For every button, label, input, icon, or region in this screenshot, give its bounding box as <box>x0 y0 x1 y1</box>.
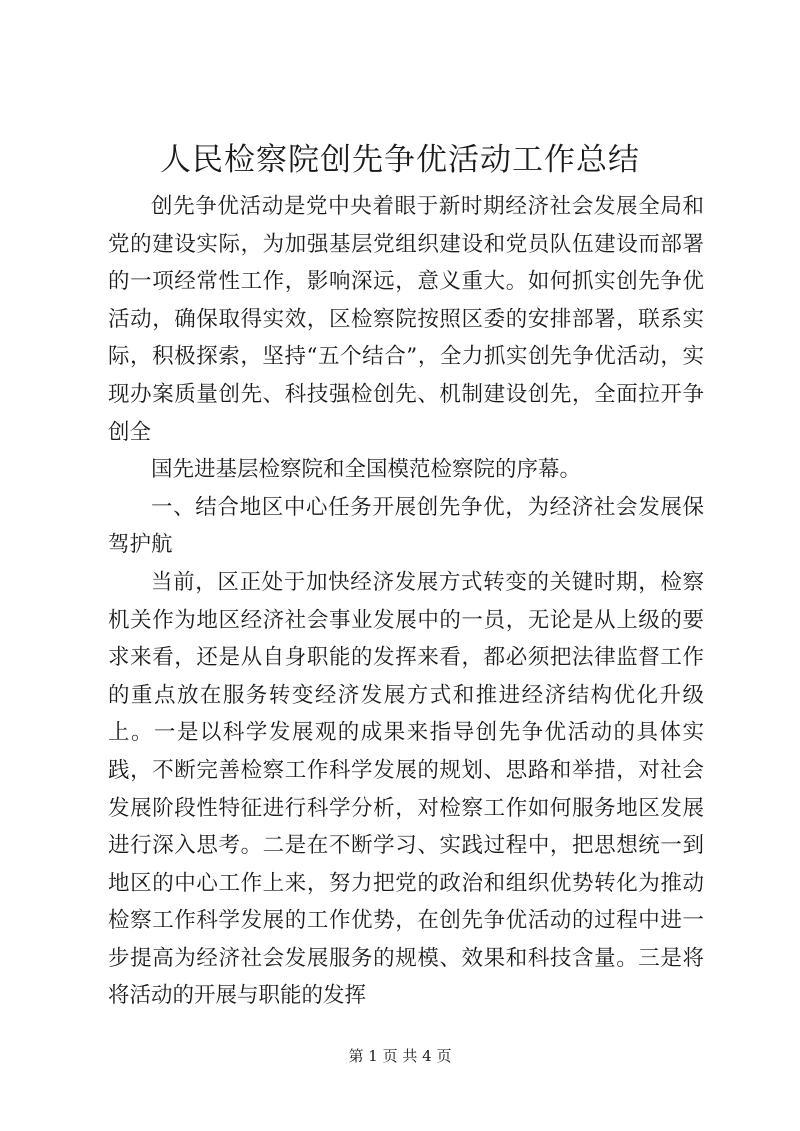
document-title: 人民检察院创先争优活动工作总结 <box>160 142 640 178</box>
page-number-footer: 第 1 页 共 4 页 <box>348 1047 452 1065</box>
paragraph-section-1: 当前，区正处于加快经济发展方式转变的关键时期，检察机关作为地区经济社会事业发展中的一员，无论是从上级的要求来看，还是从自身职能的发挥来看，都必须把法律监督工作的重点放在服务转变经济发展方式和推进经济结构优化升级上。一是以科学发展观的成果来指导创先争优活动的具体实践，不断完善检察工作科学发展的规划、思路和举措，对社会发展阶段性特征进行科学分析，对检察工作如何服务地区发展进行深入思考。二是在不断学习、实践过程中，把思想统一到地区的中心工作上来，努力把党的政治和组织优势转化为推动检察工作科学发展的工作优势，在创先争优活动的过程中进一步提高为经济社会发展服务的规模、效果和科技含量。三是将将活动的开展与职能的发挥 <box>108 569 704 1009</box>
document-body <box>108 188 704 1015</box>
paragraph-intro-continued: 国先进基层检察院和全国模范检察院的序幕。 <box>151 457 582 483</box>
section-heading-1: 一、结合地区中心任务开展创先争优，为经济社会发展保驾护航 <box>108 494 704 558</box>
paragraph-intro: 创先争优活动是党中央着眼于新时期经济社会发展全局和党的建设实际，为加强基层党组织建设和党员队伍建设而部署的一项经常性工作，影响深远，意义重大。如何抓实创先争优活动，确保取得实效，区检察院按照区委的安排部署，联系实际，积极探索，坚持“五个结合”，全力抓实创先争优活动，实现办案质量创先、科技强检创先、机制建设创先，全面拉开争创全 <box>108 194 704 445</box>
